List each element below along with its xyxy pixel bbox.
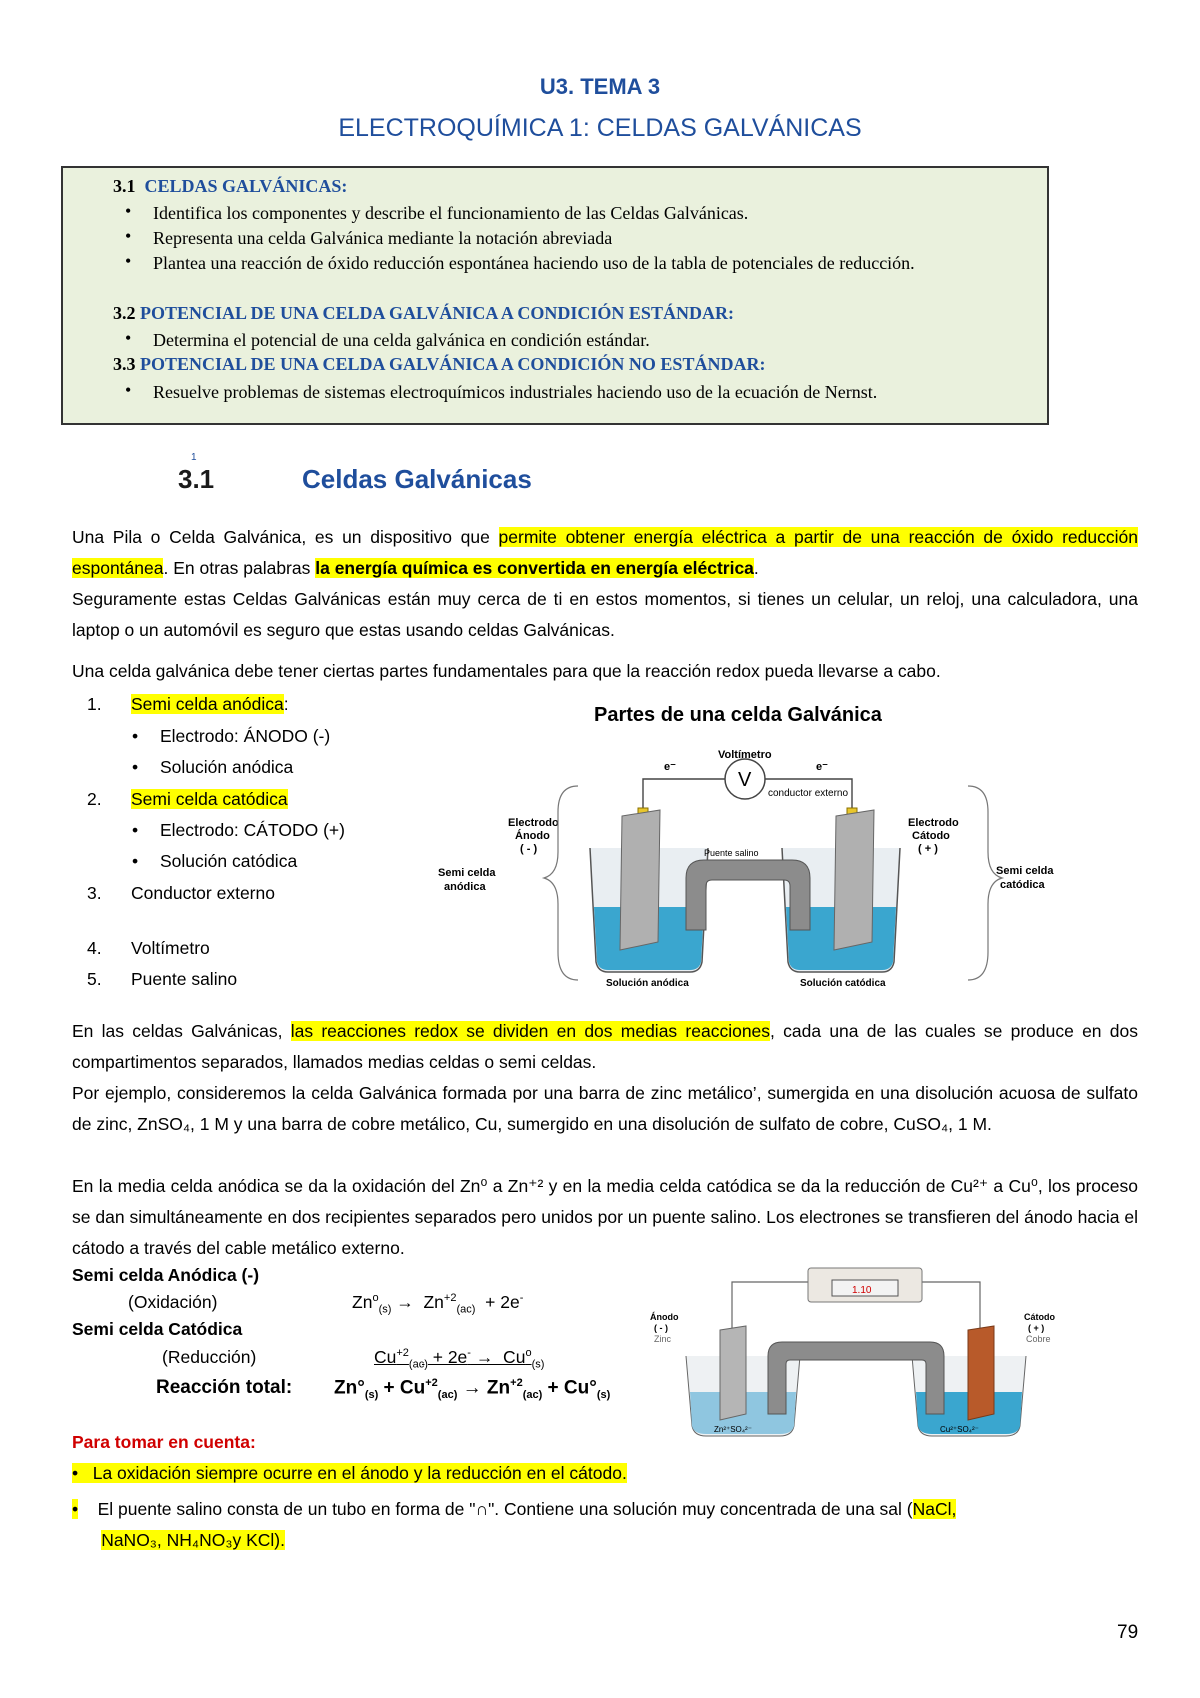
objective-section-3: 3.3 POTENCIAL DE UNA CELDA GALVÁNICA A CONDICIÓN NO ESTÁNDAR: (113, 354, 766, 374)
svg-text:( - ): ( - ) (654, 1323, 668, 1333)
page-number: 79 (1117, 1622, 1139, 1643)
svg-text:( + ): ( + ) (918, 843, 938, 855)
svg-text:anódica: anódica (444, 881, 486, 893)
explanation-paragraph-2: Por ejemplo, consideremos la celda Galvánica formada por una barra de zinc metálico’, sumergida en una disolución acuosa de sulfato de zinc, ZnSO₄, 1 M y una barra de cobre metálico, Cu, sumergido en una disolución de sulfato de cobre, CuSO₄, 1 M. (72, 1083, 1138, 1134)
svg-text:Semi celda: Semi celda (438, 867, 496, 879)
page-title: ELECTROQUÍMICA 1: CELDAS GALVÁNICAS (338, 114, 862, 142)
galvanic-cell-diagram (438, 702, 1092, 992)
total-reaction-equation: $Zn^\circ_{(s)} + Cu^{+2}_{(ac)} \to Zn^{+2}_{(ac)} + Cu^\circ_{(s)}$ (334, 1377, 611, 1402)
svg-text:catódica: catódica (1000, 879, 1045, 891)
svg-text:Electrodo: Electrodo (508, 817, 559, 829)
svg-text:1.10: 1.10 (852, 1285, 872, 1296)
svg-text:Zn²⁺SO₄²⁻: Zn²⁺SO₄²⁻ (714, 1425, 752, 1434)
svg-text:e⁻: e⁻ (664, 761, 676, 773)
note-item-1: • La oxidación siempre ocurre en el ánodo y la reducción en el cátodo. (72, 1463, 627, 1483)
svg-text:( + ): ( + ) (1028, 1323, 1045, 1333)
svg-text:Cu²⁺SO₄²⁻: Cu²⁺SO₄²⁻ (940, 1425, 979, 1434)
svg-text:( - ): ( - ) (520, 843, 538, 855)
svg-text:Voltímetro: Voltímetro (718, 749, 772, 761)
svg-text:Puente salino: Puente salino (704, 848, 759, 858)
svg-text:Semi celda: Semi celda (996, 865, 1054, 877)
svg-text:Cátodo: Cátodo (1024, 1312, 1055, 1322)
page: U3. TEMA 3 ELECTROQUÍMICA 1: CELDAS GALVÁNICAS 3.1 CELDAS GALVÁNICAS: • Identifica los componentes y describe el funcionamiento de las Celdas Galvánicas. • Representa una celda Galvánica mediante la notación abreviada • Plantea una reacción de óxido reducción espontánea haciendo uso de la tabla de potenciales de reducción. 3.2 POTENCIAL DE UNA CELDA GALVÁNICA A CONDICIÓN ESTÁNDAR: • Determina el potencial de una celda galvánica en condición estándar. 3.3 POTENCIAL DE UNA CELDA GALVÁNICA A CONDICIÓN NO ESTÁNDAR: • Resuelve problemas de sistemas electroquímicos industriales haciendo uso de la ecuación de Nernst. 1 3.1 Celdas Galvánicas Una Pila o Celda Galvánica, es un dispositivo que permite obtener energía eléctrica a partir de una reacción de óxido reducción espontánea. En otras palabras la energía química es convertida en energía eléctrica. Seguramente estas Celdas Galvánicas están muy cerca de ti en estos momentos, si tienes un celular, un reloj, una calculadora, una laptop o un automóvil es seguro que estas usando celdas Galvánicas. Una celda galvánica debe tener ciertas partes fundamentales para que la reacción redox pueda llevarse a cabo. 1. Semi celda anódica: • Electrodo: ÁNODO (-) • Solución anódica 2. Semi celda catódica • Electrodo: CÁTODO (+) • Solución catódica 3. Conductor externo 4. Voltímetro 5. Puente salino Partes de una celda Galvánica V Voltímetro e⁻ e⁻ conductor externo Puente salino Electrodo Ánodo ( - ) Electrodo Cátodo ( + ) Semi celda anódica Semi celda catódica Solución anódica Solución catódica En las celdas Galvánicas, las reacciones redox se dividen en dos medias reacciones, cada una de las cuales se produce en dos compartimentos separados, llamados medias celdas o semi celdas. Por ejemplo, consideremos la celda Galvánica formada por una barra de zinc metálico’, sumergida en una disolución acuosa de sulfato de zinc, ZnSO₄, 1 M y una barra de cobre metálico, Cu, sumergido en una disolución de sulfato de cobre, CuSO₄, 1 M. En la media celda anódica se da la oxidación del Zn⁰ a Zn⁺² y en la media celda catódica se da la reducción de Cu²⁺ a Cu⁰, los proceso se dan simultáneamente en dos recipientes separados pero unidos por un puente salino. Los electrones se transfieren del ánodo hacia el cátodo a través del cable metálico externo. Semi celda Anódica (-) (Oxidación) $Zn^o_{(s)} \to Zn^{+2}_{(ac)} + 2e^-$ Semi celda Catódica (Reducción) $Cu^{+2}_{(ac)} + 2e^- \to Cu^o_{(s)}$ Reacción total: $Zn^\circ_{(s)} + Cu^{+2}_{(ac)} \to Zn^{+2}_{(ac)} + Cu^\circ_{(s)}$ 1.10 Ánodo ( - ) Zinc Cátodo ( + ) Cobre Zn²⁺SO₄²⁻ Cu²⁺SO₄²⁻ Para tomar en cuenta: • La oxidación siempre ocurre en el ánodo y la reducción en el cátodo. • El puente salino consta de un tubo en forma de "∩". Contiene una solución muy concentrada de una sal (NaCl, NaNO₃, NH₄NO₃y KCl). 79 (0, 0, 1200, 1698)
notes-title: Para tomar en cuenta: (72, 1432, 256, 1452)
svg-text:Ánodo: Ánodo (515, 830, 550, 842)
intro-paragraph-3: Una celda galvánica debe tener ciertas partes fundamentales para que la reacción redox pueda llevarse a cabo. (72, 661, 941, 681)
section-marker: 1 (191, 452, 197, 463)
objective-section-2: 3.2 POTENCIAL DE UNA CELDA GALVÁNICA A CONDICIÓN ESTÁNDAR: (113, 303, 734, 323)
section-title: Celdas Galvánicas (302, 464, 532, 494)
note-item-2: • El puente salino consta de un tubo en forma de "∩". Contiene una solución muy concentrada de una sal (NaCl, NaNO₃, NH₄NO₃y KCl). (72, 1499, 957, 1550)
svg-text:Solución anódica: Solución anódica (606, 978, 689, 989)
zinc-copper-cell-diagram (650, 1264, 1070, 1446)
svg-text:Cobre: Cobre (1026, 1334, 1051, 1344)
svg-text:Cátodo: Cátodo (912, 830, 950, 842)
explanation-paragraph-1: En las celdas Galvánicas, las reacciones redox se dividen en dos medias reacciones, cada una de las cuales se produce en dos compartimentos separados, llamados medias celdas o semi celdas. (72, 1021, 1138, 1072)
oxidation-equation: $Zn^o_{(s)} \to Zn^{+2}_{(ac)} + 2e^-$ (352, 1292, 524, 1316)
cathodic-half-cell-title: Semi celda Catódica (72, 1319, 243, 1339)
svg-text:Ánodo: Ánodo (650, 1312, 679, 1322)
svg-text:Zinc: Zinc (654, 1334, 672, 1344)
svg-text:conductor externo: conductor externo (768, 788, 849, 799)
svg-text:Solución catódica: Solución catódica (800, 978, 886, 989)
total-reaction-label: Reacción total: (156, 1377, 293, 1398)
unit-title: U3. TEMA 3 (539, 74, 661, 99)
objectives-box: 3.1 CELDAS GALVÁNICAS: • Identifica los componentes y describe el funcionamiento de las Celdas Galvánicas. • Representa una celda Galvánica mediante la notación abreviada • Plantea una reacción de óxido reducción espontánea haciendo uso de la tabla de potenciales de reducción. 3.2 POTENCIAL DE UNA CELDA GALVÁNICA A CONDICIÓN ESTÁNDAR: • Determina el potencial de una celda galvánica en condición estándar. 3.3 POTENCIAL DE UNA CELDA GALVÁNICA A CONDICIÓN NO ESTÁNDAR: • Resuelve problemas de sistemas electroquímicos industriales haciendo uso de la ecuación de Nernst. (61, 166, 1049, 425)
intro-paragraph-2: Seguramente estas Celdas Galvánicas están muy cerca de ti en estos momentos, si tienes un celular, un reloj, una calculadora, una laptop o un automóvil es seguro que estas usando celdas Galvánicas. (72, 589, 1138, 640)
intro-paragraph-1: Una Pila o Celda Galvánica, es un dispositivo que permite obtener energía eléctrica a partir de una reacción de óxido reducción espontánea. En otras palabras la energía química es convertida en energía eléctrica. (72, 527, 1138, 578)
figure-1-title: Partes de una celda Galvánica (594, 704, 882, 726)
reduction-equation: $Cu^{+2}_{(ac)} + 2e^- \to Cu^o_{(s)}$ (374, 1347, 545, 1371)
svg-text:Electrodo: Electrodo (908, 817, 959, 829)
explanation-paragraph-3: En la media celda anódica se da la oxidación del Zn⁰ a Zn⁺² y en la media celda catódica se da la reducción de Cu²⁺ a Cu⁰, los proceso se dan simultáneamente en dos recipientes separados pero unidos por un puente salino. Los electrones se transfieren del ánodo hacia el cátodo a través del cable metálico externo. (72, 1176, 1138, 1258)
section-number: 3.1 (178, 464, 215, 494)
svg-text:e⁻: e⁻ (816, 761, 828, 773)
svg-text:V: V (738, 769, 752, 791)
oxidation-label: (Oxidación) (128, 1292, 218, 1312)
anodic-half-cell-title: Semi celda Anódica (-) (72, 1265, 260, 1285)
objective-section-1: 3.1 CELDAS GALVÁNICAS: (113, 176, 348, 196)
reduction-label: (Reducción) (162, 1347, 257, 1367)
